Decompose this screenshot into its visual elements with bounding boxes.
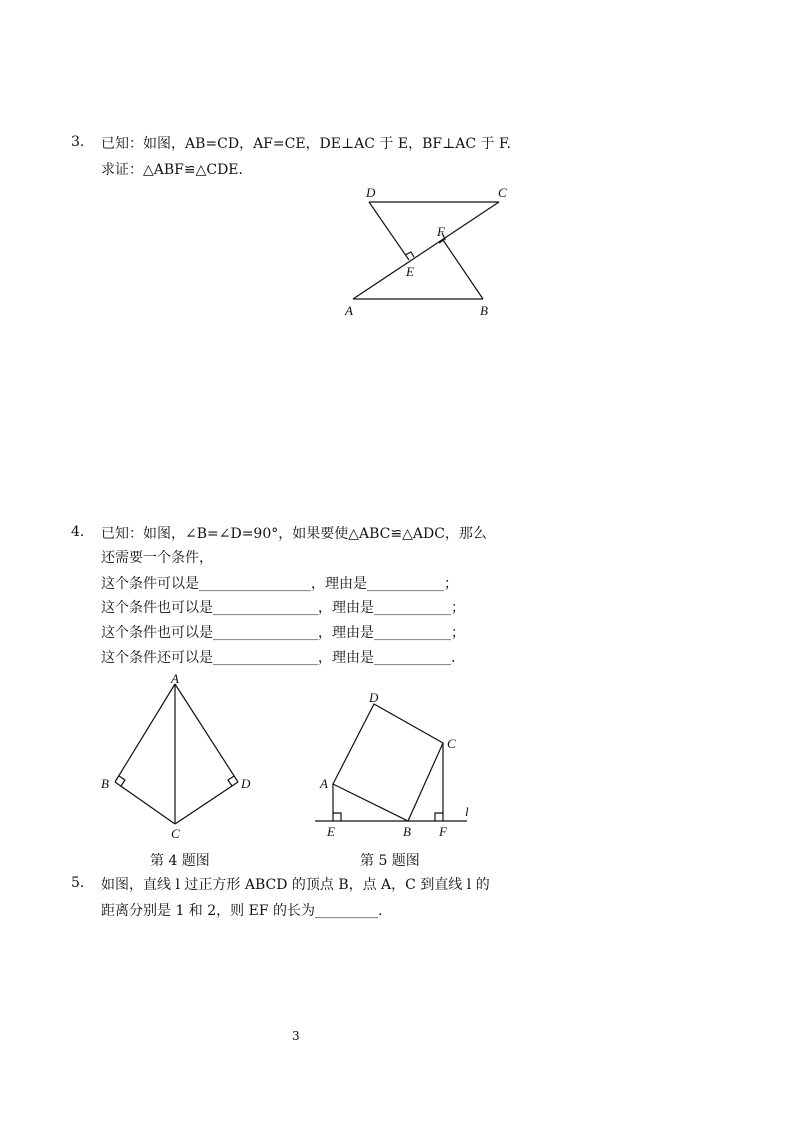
q5-right-angle-e [333, 813, 341, 821]
q4-number: 4. [71, 524, 85, 540]
q5-label-l: l [465, 804, 469, 819]
q4-label-c: C [171, 826, 180, 841]
q4-figure [95, 672, 265, 844]
q5-caption: 第 5 题图 [360, 853, 420, 869]
q5-label-b: B [403, 824, 411, 839]
q5-figure [315, 692, 480, 842]
q4-condition-2: 这个条件也可以是_______________，理由是___________； [101, 600, 465, 616]
q4-right-angle-d [228, 776, 234, 786]
q5-right-angle-f [435, 813, 443, 821]
q4-segment-ad [175, 684, 238, 782]
q4-condition-1: 这个条件可以是________________，理由是___________； [101, 576, 458, 592]
q5-label-f: F [439, 824, 447, 839]
q3-number: 3. [71, 134, 85, 150]
q5-label-e: E [327, 824, 335, 839]
q4-segment-bc [115, 782, 175, 824]
q3-line1: 已知：如图，AB=CD，AF=CE，DE⊥AC 于 E，BF⊥AC 于 F. [101, 136, 511, 152]
page-number: 3 [292, 1029, 300, 1043]
q5-label-a: A [320, 776, 328, 791]
q4-line2: 还需要一个条件， [101, 550, 213, 566]
q4-condition-4: 这个条件还可以是_______________，理由是___________. [101, 650, 456, 666]
q5-label-d: D [369, 692, 379, 705]
q3-label-b: B [480, 303, 488, 318]
q4-label-d: D [241, 776, 251, 791]
q5-label-c: C [447, 736, 456, 751]
q5-square-abcd [333, 704, 443, 821]
q4-label-b: B [101, 776, 109, 791]
q3-figure [335, 180, 525, 325]
q5-number: 5. [71, 875, 85, 891]
q4-segment-dc [175, 782, 238, 824]
q5-line1: 如图，直线 l 过正方形 ABCD 的顶点 B，点 A，C 到直线 l 的 [101, 877, 490, 893]
q3-line2: 求证：△ABF≌△CDE. [101, 162, 243, 178]
q3-segment-bf [443, 240, 483, 299]
q3-label-f: F [437, 224, 445, 239]
q4-right-angle-b [119, 776, 125, 786]
q3-segment-de [369, 202, 409, 260]
q3-label-c: C [498, 185, 507, 200]
q3-label-a: A [345, 303, 353, 318]
q3-label-d: D [366, 185, 376, 200]
q4-line1: 已知：如图，∠B=∠D=90°，如果要使△ABC≌△ADC，那么 [101, 526, 487, 542]
q3-label-e: E [406, 264, 414, 279]
q4-caption: 第 4 题图 [150, 853, 210, 869]
q4-segment-ab [115, 684, 175, 782]
q4-label-a: A [171, 672, 179, 686]
q4-condition-3: 这个条件也可以是_______________，理由是___________； [101, 625, 465, 641]
q3-segment-ca [353, 202, 499, 299]
q5-line2: 距离分别是 1 和 2，则 EF 的长为_________. [101, 903, 383, 919]
